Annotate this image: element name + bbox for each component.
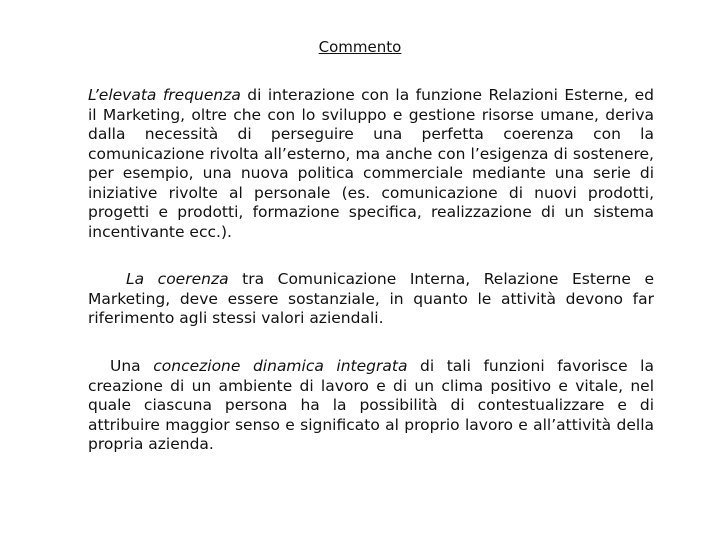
paragraph-2-italic: La coerenza	[126, 270, 229, 288]
paragraph-3-text: di tali funzioni favorisce la creazione di un ambiente di lavoro e di un clima positivo e vitale, nel quale ciascuna persona ha la possibilità di contestualizzare e di attribuire maggior senso e significato al proprio lavoro e all’attività della propria azienda.	[88, 357, 654, 453]
paragraph-2-text: tra Comunicazione Interna, Relazione Esterne e Marketing, deve essere sostanziale, in quanto le attività devono far riferimento agli stessi valori aziendali.	[88, 270, 655, 327]
paragraph-integrated-concept	[88, 357, 654, 455]
paragraph-3-lead: Una	[110, 357, 154, 375]
paragraph-frequency	[88, 86, 654, 242]
paragraph-coherence	[88, 270, 654, 329]
paragraph-1-italic: L’elevata frequenza	[88, 86, 241, 104]
slide-title: Commento	[318, 38, 402, 56]
paragraph-3-italic: concezione dinamica integrata	[153, 357, 408, 375]
paragraph-1-text: di interazione con la funzione Relazioni Esterne, ed il Marketing, oltre che con lo sviluppo e gestione risorse umane, deriva dalla necessità di perseguire una perfetta coerenza con la comunicazione rivolta all’esterno, ma anche con l’esigenza di sostenere, per esempio, una nuova politica commerciale mediante una serie di iniziative rivolte al personale (es. comunicazione di nuovi prodotti, progetti e prodotti, formazione specifica, realizzazione di un sistema incentivante ecc.).	[88, 86, 655, 241]
